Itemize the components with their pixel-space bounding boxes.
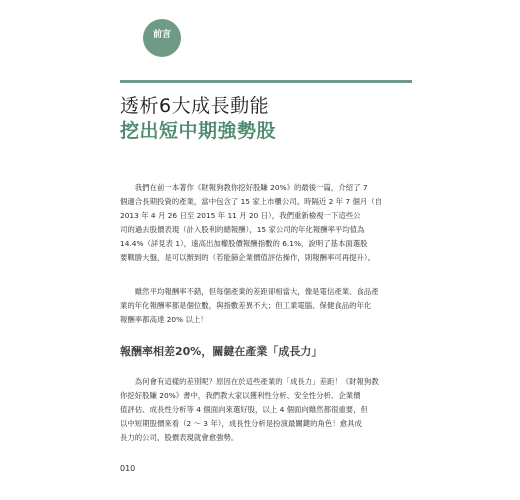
paragraph-line: 以中短期股價來看（2 ～ 3 年），成長性分析是扮演最關鍵的角色！愈具成: [120, 419, 362, 428]
paragraph-line: 業的年化報酬率都是個位數，與指數差異不大；但工業電腦、保健食品的年化: [120, 301, 372, 310]
paragraph-3: [120, 375, 412, 445]
section-subheading: 報酬率相差20%，關鍵在產業「成長力」: [120, 345, 323, 358]
paragraph-line: 你挖好股賺 20%》書中，我們教大家以獲利性分析、安全性分析、企業價: [120, 391, 361, 400]
paragraph-line: 個適合長期投資的產業，當中包含了 15 家上市櫃公司。時隔近 2 年 7 個月（自: [120, 197, 383, 206]
paragraph-line: 2013 年 4 月 26 日至 2015 年 11 月 20 日），我們重新檢視一下這些公: [120, 211, 361, 220]
chapter-tab-label: 前言: [152, 30, 171, 40]
paragraph-line: 我們在前一本著作《財報狗教你挖好股賺 20%》的最後一篇，介紹了 7: [120, 183, 368, 192]
title-divider: [120, 80, 412, 83]
paragraph-2: [120, 285, 412, 327]
paragraph-line: 值評估、成長性分析等 4 個面向來選好股，以上 4 個面向雖然都很重要，但: [120, 405, 368, 414]
paragraph-line: 長力的公司，股價表現就會愈強勢。: [120, 433, 239, 442]
paragraph-line: 要戰勝大盤，是可以辦到的（若能篩企業價值評估操作，則報酬率可再提升）。: [120, 253, 375, 262]
chapter-tab: [143, 19, 181, 57]
paragraph-line: 為何會有這樣的差別呢？原因在於這些產業的「成長力」差距！《財報狗教: [120, 377, 379, 386]
paragraph-1: [120, 181, 412, 265]
title-line-2: 挖出短中期強勢股: [120, 120, 277, 142]
paragraph-line: 報酬率都高達 20% 以上！: [120, 315, 208, 324]
paragraph-line: 司的過去股價表現（計入股利的總報酬），15 家公司的年化報酬率平均值為: [120, 225, 365, 234]
page-number: 010: [120, 464, 136, 473]
title-line-1: 透析6大成長動能: [120, 95, 270, 117]
paragraph-line: 雖然平均報酬率不錯，但每個產業的差距卻相當大，像是電信產業、食品產: [120, 287, 379, 296]
paragraph-line: 14.4%（詳見表 1），遠高出加權股價報酬指數的 6.1%，說明了基本面選股: [120, 239, 368, 248]
